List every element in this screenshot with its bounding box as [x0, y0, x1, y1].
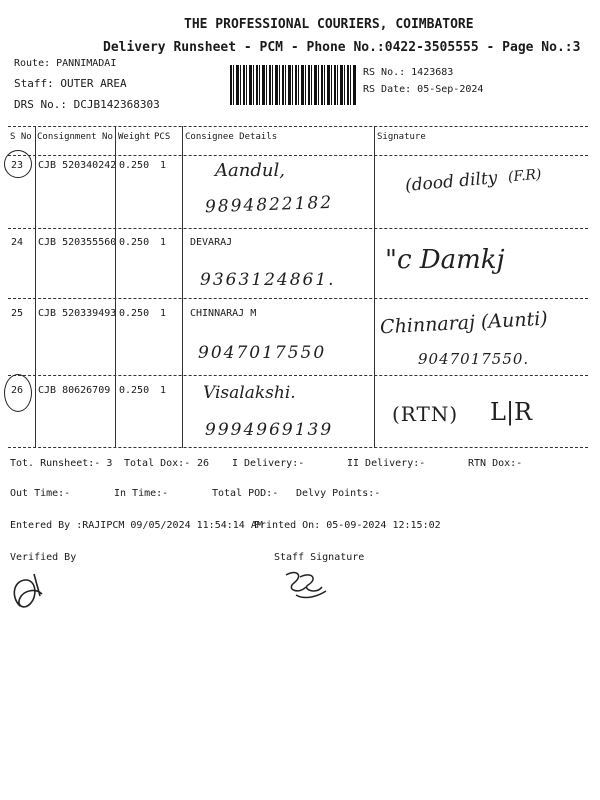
row-sno: 23 [11, 160, 24, 171]
row-consignment: CJB 80626709 [38, 385, 111, 396]
row-divider [8, 298, 588, 299]
row-consignee-handwritten: Visalakshi. [203, 383, 296, 403]
row-consignment: CJB 520340242 [38, 160, 117, 171]
total-dox-label: Total Dox:- [124, 458, 191, 469]
ii-delivery: II Delivery:- [347, 458, 426, 469]
row-divider [8, 228, 588, 229]
row-phone-handwritten: 9047017550 [198, 343, 327, 363]
verified-by-label: Verified By [10, 552, 77, 563]
table-top-rule [8, 126, 588, 127]
route-label: Route: PANNIMADAI [14, 58, 117, 69]
row-signature: (RTN) [392, 402, 459, 426]
col-consignment: Consignment No [37, 132, 113, 142]
total-runsheet: Tot. Runsheet:- 3 [10, 458, 113, 469]
staff-label: Staff: OUTER AREA [14, 77, 127, 90]
row-pcs: 1 [160, 308, 167, 319]
row-pcs: 1 [160, 385, 167, 396]
row-consignment: CJB 520339493 [38, 308, 117, 319]
barcode [230, 65, 356, 105]
row-sno: 25 [11, 308, 24, 319]
col-signature: Signature [377, 132, 426, 142]
col-consignee: Consignee Details [185, 132, 278, 142]
drs-number: DRS No.: DCJB142368303 [14, 98, 160, 111]
row-signature-mark: L|R [490, 398, 533, 426]
row-signature: "c Damkj [385, 245, 505, 275]
runsheet-subtitle: Delivery Runsheet - PCM - Phone No.:0422-3505555 - Page No.:3 [103, 40, 581, 55]
col-sno: S No [10, 132, 32, 142]
row-pcs: 1 [160, 237, 167, 248]
staff-signature-mark [276, 565, 336, 605]
rs-number: RS No.: 1423683 [363, 67, 454, 78]
row-phone-handwritten: 9994969139 [205, 420, 334, 440]
col-weight: Weight [118, 132, 151, 142]
row-consignee: CHINNARAJ M [190, 308, 257, 319]
row-sno: 26 [11, 385, 24, 396]
row-weight: 0.250 [119, 237, 150, 248]
i-delivery: I Delivery:- [232, 458, 305, 469]
out-time: Out Time:- [10, 488, 71, 499]
in-time: In Time:- [114, 488, 169, 499]
verified-by-signature [6, 566, 56, 616]
table-header-rule [8, 155, 588, 156]
row-divider [8, 375, 588, 376]
row-weight: 0.250 [119, 308, 150, 319]
col-pcs: PCS [154, 132, 171, 142]
col-divider [35, 126, 36, 448]
printed-on: Printed On: 05-09-2024 12:15:02 [254, 520, 441, 531]
row-pcs: 1 [160, 160, 167, 171]
total-pod: Total POD:- [212, 488, 279, 499]
row-phone-handwritten: 9363124861. [200, 270, 336, 290]
delvy-points: Delvy Points:- [296, 488, 381, 499]
company-title: THE PROFESSIONAL COURIERS, COIMBATORE [184, 17, 474, 32]
row-consignee: DEVARAJ [190, 237, 233, 248]
col-divider [115, 126, 116, 448]
entered-by: Entered By :RAJIPCM 09/05/2024 11:54:14 AM [10, 520, 263, 531]
row-signature-mark: 9047017550. [418, 350, 530, 368]
col-divider [182, 126, 183, 448]
row-consignee-handwritten: Aandul, [215, 160, 285, 181]
total-dox-value: 26 [197, 458, 210, 469]
rs-date: RS Date: 05-Sep-2024 [363, 84, 484, 95]
row-weight: 0.250 [119, 385, 150, 396]
row-weight: 0.250 [119, 160, 150, 171]
staff-signature-label: Staff Signature [274, 552, 365, 563]
row-phone-handwritten: 9894822182 [204, 192, 334, 218]
col-divider [374, 126, 375, 448]
row-signature: Chinnaraj (Aunti) [379, 307, 549, 339]
row-signature-mark: (F.R) [507, 166, 543, 186]
rtn-dox: RTN Dox:- [468, 458, 523, 469]
table-bottom-rule [8, 447, 588, 448]
row-sno: 24 [11, 237, 24, 248]
row-consignment: CJB 520355560 [38, 237, 117, 248]
row-signature: (dood dilty [404, 168, 499, 196]
